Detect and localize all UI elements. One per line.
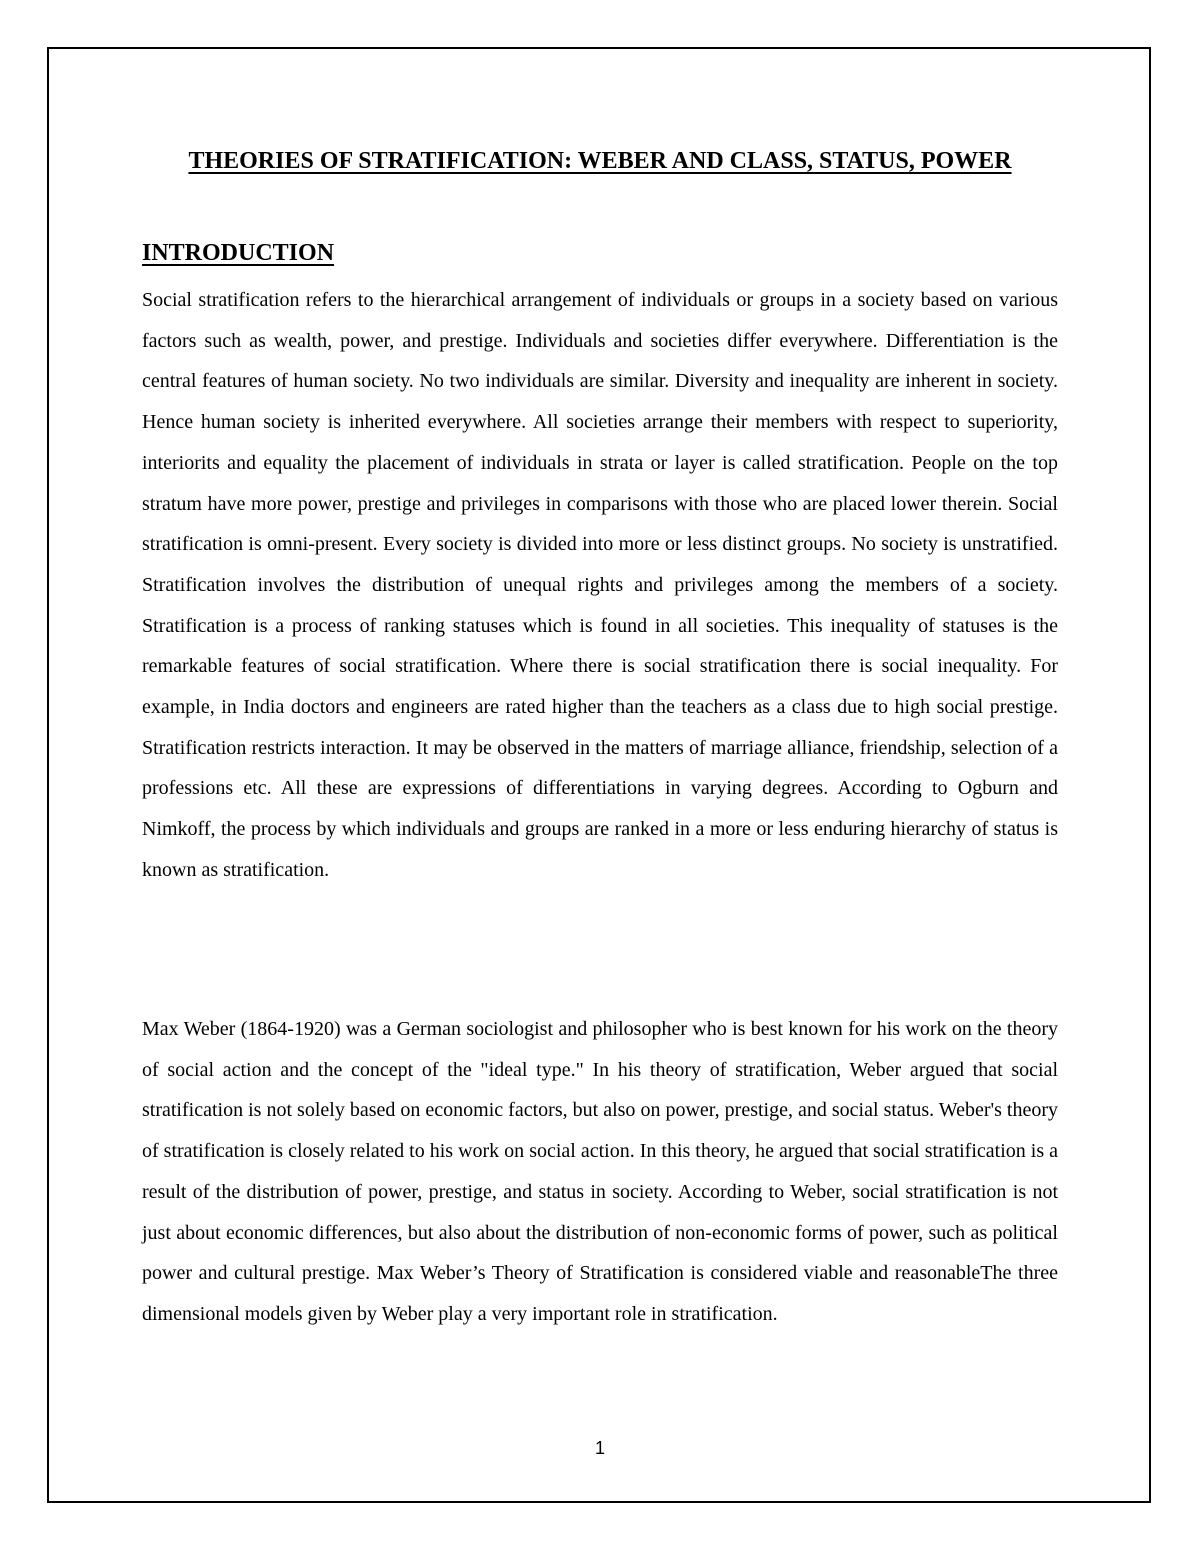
introduction-paragraph: Social stratification refers to the hierarchical arrangement of individuals or groups in a society based on various factors such as wealth, power, and prestige. Individuals and societies differ everywhere. Differentiation is the central features of human society. No two individuals are similar. Diversity and inequality are inherent in society. Hence human society is inherited everywhere. All societies arrange their members with respect to superiority, interiorits and equality the placement of individuals in strata or layer is called stratification. People on the top stratum have more power, prestige and privileges in comparisons with those who are placed lower therein. Social stratification is omni-present. Every society is divided into more or less distinct groups. No society is unstratified. Stratification involves the distribution of unequal rights and privileges among the members of a society. Stratification is a process of ranking statuses which is found in all societies. This inequality of statuses is the remarkable features of social stratification. Where there is social stratification there is social inequality. For example, in India doctors and engineers are rated higher than the teachers as a class due to high social prestige. Stratification restricts interaction. It may be observed in the matters of marriage alliance, friendship, selection of a professions etc. All these are expressions of differentiations in varying degrees. According to Ogburn and Nimkoff, the process by which individuals and groups are ranked in a more or less enduring hierarchy of status is known as stratification.: [142, 289, 1058, 881]
page-number: 1: [594, 1438, 605, 1458]
document-title: [142, 138, 1058, 184]
document-title-text: THEORIES OF STRATIFICATION: WEBER AND CLASS, STATUS, POWER: [188, 148, 1012, 174]
section-heading-introduction: INTRODUCTION: [142, 240, 335, 266]
weber-paragraph: Max Weber (1864-1920) was a German sociologist and philosopher who is best known for his work on the theory of social action and the concept of the "ideal type." In his theory of stratification, Weber argued that social stratification is not solely based on economic factors, but also on power, prestige, and social status. Weber's theory of stratification is closely related to his work on social action. In this theory, he argued that social stratification is a result of the distribution of power, prestige, and status in society. According to Weber, social stratification is not just about economic differences, but also about the distribution of non-economic forms of power, such as political power and cultural prestige. Max Weber’s Theory of Stratification is considered viable and reasonableThe three dimensional models given by Weber play a very important role in stratification.: [142, 1018, 1058, 1325]
